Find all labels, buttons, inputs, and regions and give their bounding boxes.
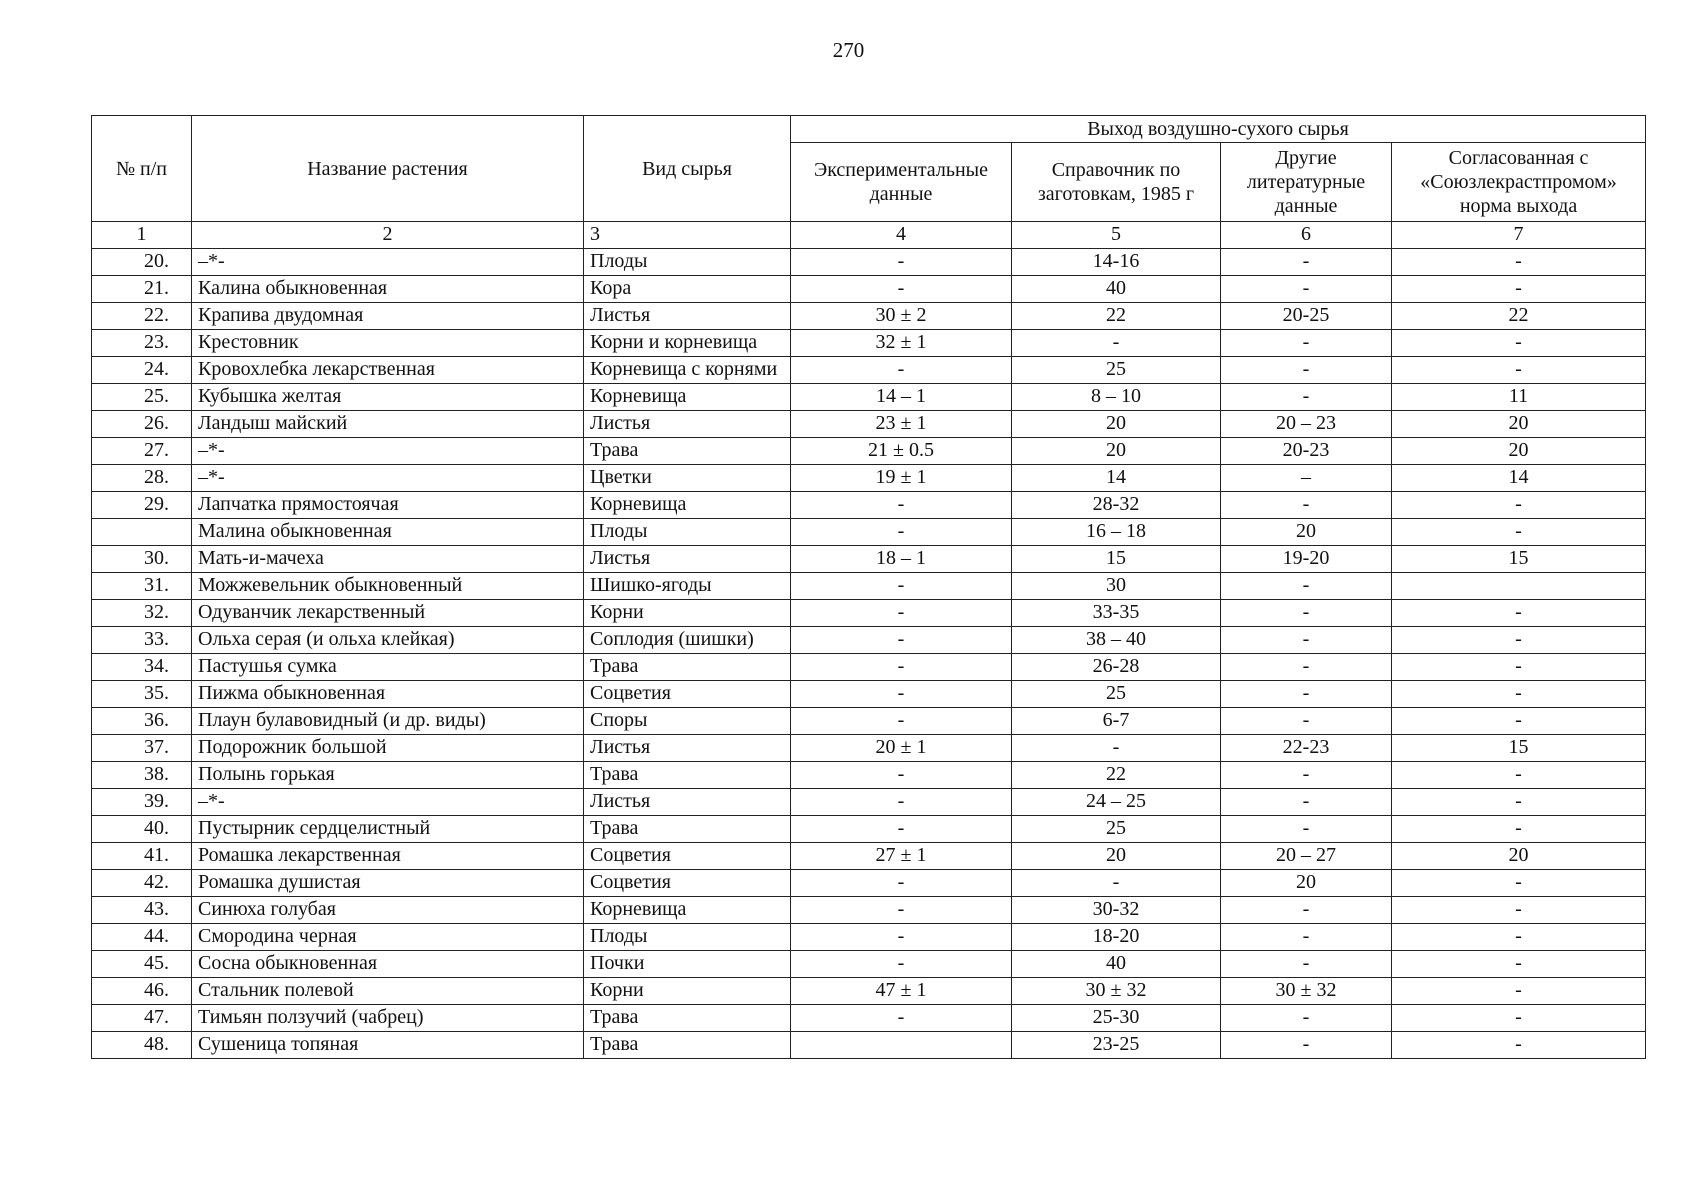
literature-value: 20-25	[1221, 303, 1392, 330]
experimental-value: 18 – 1	[791, 546, 1012, 573]
reference-value: 20	[1012, 843, 1221, 870]
table-row	[92, 573, 1646, 600]
material-kind: Трава	[584, 762, 791, 789]
plant-name: Смородина черная	[192, 924, 584, 951]
experimental-value: -	[791, 573, 1012, 600]
row-number: 24.	[92, 357, 192, 384]
plant-name: Ромашка душистая	[192, 870, 584, 897]
header-number: № п/п	[92, 116, 192, 222]
row-number: 48.	[92, 1032, 192, 1059]
plant-name: Пижма обыкновенная	[192, 681, 584, 708]
experimental-value: -	[791, 627, 1012, 654]
column-number: 1	[92, 222, 192, 249]
experimental-value: -	[791, 681, 1012, 708]
material-kind: Плоды	[584, 249, 791, 276]
material-kind: Корневища	[584, 492, 791, 519]
material-kind: Листья	[584, 411, 791, 438]
plant-name: Калина обыкновенная	[192, 276, 584, 303]
literature-value: -	[1221, 330, 1392, 357]
literature-value: -	[1221, 924, 1392, 951]
reference-value: 33-35	[1012, 600, 1221, 627]
table-row	[92, 654, 1646, 681]
row-number: 38.	[92, 762, 192, 789]
reference-value: -	[1012, 330, 1221, 357]
material-kind: Соцветия	[584, 843, 791, 870]
raw-material-yield-table	[91, 115, 1646, 1059]
literature-value: -	[1221, 600, 1392, 627]
literature-value: -	[1221, 276, 1392, 303]
column-number: 4	[791, 222, 1012, 249]
row-number: 35.	[92, 681, 192, 708]
literature-value: 30 ± 32	[1221, 978, 1392, 1005]
plant-name: –*-	[192, 249, 584, 276]
material-kind: Корни	[584, 600, 791, 627]
plant-name: Кубышка желтая	[192, 384, 584, 411]
plant-name: Крапива двудомная	[192, 303, 584, 330]
reference-value: 20	[1012, 411, 1221, 438]
row-number: 46.	[92, 978, 192, 1005]
norm-value: -	[1392, 951, 1646, 978]
plant-name: Плаун булавовидный (и др. виды)	[192, 708, 584, 735]
reference-value: 30	[1012, 573, 1221, 600]
norm-value: 11	[1392, 384, 1646, 411]
header-plant-name: Название растения	[192, 116, 584, 222]
plant-name: Лапчатка прямостоячая	[192, 492, 584, 519]
norm-value: -	[1392, 330, 1646, 357]
table-row	[92, 951, 1646, 978]
literature-value: -	[1221, 762, 1392, 789]
plant-name: Сушеница топяная	[192, 1032, 584, 1059]
table-row	[92, 978, 1646, 1005]
literature-value: -	[1221, 249, 1392, 276]
plant-name: Ландыш майский	[192, 411, 584, 438]
material-kind: Корни и корневища	[584, 330, 791, 357]
norm-value: -	[1392, 708, 1646, 735]
table-row	[92, 708, 1646, 735]
material-kind: Трава	[584, 1005, 791, 1032]
reference-value: 16 – 18	[1012, 519, 1221, 546]
material-kind: Кора	[584, 276, 791, 303]
norm-value: -	[1392, 654, 1646, 681]
norm-value: -	[1392, 924, 1646, 951]
header-agreed-norm: Согласованная с «Союзлекрастпромом» норма выхода	[1392, 143, 1646, 222]
literature-value: -	[1221, 627, 1392, 654]
row-number: 37.	[92, 735, 192, 762]
experimental-value: -	[791, 897, 1012, 924]
reference-value: 15	[1012, 546, 1221, 573]
column-number: 2	[192, 222, 584, 249]
norm-value: 22	[1392, 303, 1646, 330]
row-number: 22.	[92, 303, 192, 330]
literature-value: -	[1221, 897, 1392, 924]
literature-value: -	[1221, 1032, 1392, 1059]
header-material-kind: Вид сырья	[584, 116, 791, 222]
plant-name: Кровохлебка лекарственная	[192, 357, 584, 384]
experimental-value: 23 ± 1	[791, 411, 1012, 438]
material-kind: Листья	[584, 789, 791, 816]
literature-value: -	[1221, 816, 1392, 843]
reference-value: 38 – 40	[1012, 627, 1221, 654]
experimental-value: -	[791, 762, 1012, 789]
norm-value: 20	[1392, 438, 1646, 465]
literature-value: 20 – 23	[1221, 411, 1392, 438]
plant-name: Малина обыкновенная	[192, 519, 584, 546]
norm-value: 15	[1392, 546, 1646, 573]
plant-name: Пустырник сердцелистный	[192, 816, 584, 843]
experimental-value: -	[791, 708, 1012, 735]
material-kind: Листья	[584, 303, 791, 330]
reference-value: 22	[1012, 762, 1221, 789]
table-row	[92, 843, 1646, 870]
material-kind: Соцветия	[584, 870, 791, 897]
reference-value: -	[1012, 735, 1221, 762]
literature-value: -	[1221, 1005, 1392, 1032]
experimental-value: 14 – 1	[791, 384, 1012, 411]
material-kind: Шишко-ягоды	[584, 573, 791, 600]
plant-name: Ольха серая (и ольха клейкая)	[192, 627, 584, 654]
literature-value: -	[1221, 681, 1392, 708]
literature-value: 20-23	[1221, 438, 1392, 465]
plant-name: Стальник полевой	[192, 978, 584, 1005]
norm-value: -	[1392, 870, 1646, 897]
plant-name: Мать-и-мачеха	[192, 546, 584, 573]
reference-value: 24 – 25	[1012, 789, 1221, 816]
experimental-value: -	[791, 600, 1012, 627]
reference-value: 40	[1012, 276, 1221, 303]
reference-value: 18-20	[1012, 924, 1221, 951]
reference-value: 30-32	[1012, 897, 1221, 924]
row-number: 27.	[92, 438, 192, 465]
material-kind: Листья	[584, 735, 791, 762]
norm-value: -	[1392, 249, 1646, 276]
literature-value: –	[1221, 465, 1392, 492]
material-kind: Соцветия	[584, 681, 791, 708]
row-number: 43.	[92, 897, 192, 924]
literature-value: -	[1221, 789, 1392, 816]
row-number: 47.	[92, 1005, 192, 1032]
material-kind: Трава	[584, 438, 791, 465]
literature-value: 20 – 27	[1221, 843, 1392, 870]
material-kind: Споры	[584, 708, 791, 735]
norm-value: -	[1392, 276, 1646, 303]
norm-value: -	[1392, 1005, 1646, 1032]
norm-value: -	[1392, 681, 1646, 708]
row-number: 31.	[92, 573, 192, 600]
norm-value: -	[1392, 978, 1646, 1005]
column-numbers-row	[92, 222, 1646, 249]
experimental-value: 32 ± 1	[791, 330, 1012, 357]
row-number: 29.	[92, 492, 192, 519]
literature-value: -	[1221, 384, 1392, 411]
experimental-value: -	[791, 789, 1012, 816]
experimental-value: 30 ± 2	[791, 303, 1012, 330]
norm-value: -	[1392, 1032, 1646, 1059]
literature-value: -	[1221, 951, 1392, 978]
plant-name: Сосна обыкновенная	[192, 951, 584, 978]
reference-value: 23-25	[1012, 1032, 1221, 1059]
plant-name: –*-	[192, 789, 584, 816]
experimental-value: -	[791, 816, 1012, 843]
header-reference-1985: Справочник по заготовкам, 1985 г	[1012, 143, 1221, 222]
row-number: 28.	[92, 465, 192, 492]
table-row	[92, 411, 1646, 438]
material-kind: Корни	[584, 978, 791, 1005]
experimental-value: 20 ± 1	[791, 735, 1012, 762]
experimental-value: 47 ± 1	[791, 978, 1012, 1005]
literature-value: 20	[1221, 870, 1392, 897]
reference-value: 20	[1012, 438, 1221, 465]
table-row	[92, 546, 1646, 573]
reference-value: 28-32	[1012, 492, 1221, 519]
table-row	[92, 924, 1646, 951]
experimental-value	[791, 1032, 1012, 1059]
norm-value: 14	[1392, 465, 1646, 492]
plant-name: Крестовник	[192, 330, 584, 357]
material-kind: Плоды	[584, 519, 791, 546]
material-kind: Корневища	[584, 897, 791, 924]
plant-name: Можжевельник обыкновенный	[192, 573, 584, 600]
literature-value: -	[1221, 654, 1392, 681]
norm-value: -	[1392, 519, 1646, 546]
experimental-value: 21 ± 0.5	[791, 438, 1012, 465]
row-number: 34.	[92, 654, 192, 681]
reference-value: -	[1012, 870, 1221, 897]
table-row	[92, 438, 1646, 465]
row-number: 23.	[92, 330, 192, 357]
material-kind: Корневища	[584, 384, 791, 411]
table-row	[92, 1032, 1646, 1059]
reference-value: 25-30	[1012, 1005, 1221, 1032]
table-row	[92, 681, 1646, 708]
experimental-value: 19 ± 1	[791, 465, 1012, 492]
plant-name: Тимьян ползучий (чабрец)	[192, 1005, 584, 1032]
table-row	[92, 627, 1646, 654]
plant-name: –*-	[192, 438, 584, 465]
row-number: 36.	[92, 708, 192, 735]
table-row	[92, 330, 1646, 357]
experimental-value: -	[791, 519, 1012, 546]
reference-value: 30 ± 32	[1012, 978, 1221, 1005]
material-kind: Плоды	[584, 924, 791, 951]
table-row	[92, 276, 1646, 303]
plant-name: Пастушья сумка	[192, 654, 584, 681]
norm-value: 20	[1392, 843, 1646, 870]
reference-value: 14	[1012, 465, 1221, 492]
column-number: 7	[1392, 222, 1646, 249]
plant-name: Ромашка лекарственная	[192, 843, 584, 870]
table-row	[92, 1005, 1646, 1032]
literature-value: -	[1221, 573, 1392, 600]
literature-value: 19-20	[1221, 546, 1392, 573]
plant-name: Синюха голубая	[192, 897, 584, 924]
experimental-value: -	[791, 870, 1012, 897]
literature-value: 22-23	[1221, 735, 1392, 762]
reference-value: 25	[1012, 681, 1221, 708]
row-number	[92, 519, 192, 546]
table-row	[92, 249, 1646, 276]
row-number: 40.	[92, 816, 192, 843]
norm-value	[1392, 573, 1646, 600]
row-number: 20.	[92, 249, 192, 276]
norm-value: -	[1392, 762, 1646, 789]
reference-value: 22	[1012, 303, 1221, 330]
table-row	[92, 762, 1646, 789]
norm-value: -	[1392, 897, 1646, 924]
material-kind: Цветки	[584, 465, 791, 492]
reference-value: 26-28	[1012, 654, 1221, 681]
table-row	[92, 897, 1646, 924]
row-number: 42.	[92, 870, 192, 897]
material-kind: Трава	[584, 816, 791, 843]
experimental-value: -	[791, 492, 1012, 519]
material-kind: Трава	[584, 654, 791, 681]
norm-value: -	[1392, 357, 1646, 384]
table-row	[92, 735, 1646, 762]
reference-value: 6-7	[1012, 708, 1221, 735]
table-row	[92, 357, 1646, 384]
table-row	[92, 600, 1646, 627]
header-experimental: Экспериментальные данные	[791, 143, 1012, 222]
plant-name: Подорожник большой	[192, 735, 584, 762]
row-number: 25.	[92, 384, 192, 411]
experimental-value: -	[791, 249, 1012, 276]
row-number: 45.	[92, 951, 192, 978]
reference-value: 8 – 10	[1012, 384, 1221, 411]
norm-value: 20	[1392, 411, 1646, 438]
table-row	[92, 870, 1646, 897]
norm-value: -	[1392, 789, 1646, 816]
experimental-value: -	[791, 276, 1012, 303]
table-row	[92, 519, 1646, 546]
reference-value: 40	[1012, 951, 1221, 978]
norm-value: -	[1392, 627, 1646, 654]
column-number: 6	[1221, 222, 1392, 249]
row-number: 44.	[92, 924, 192, 951]
table-row	[92, 303, 1646, 330]
table-row	[92, 465, 1646, 492]
reference-value: 25	[1012, 816, 1221, 843]
experimental-value: 27 ± 1	[791, 843, 1012, 870]
material-kind: Трава	[584, 1032, 791, 1059]
experimental-value: -	[791, 1005, 1012, 1032]
reference-value: 14-16	[1012, 249, 1221, 276]
column-number: 3	[584, 222, 791, 249]
experimental-value: -	[791, 357, 1012, 384]
norm-value: -	[1392, 600, 1646, 627]
table-row	[92, 816, 1646, 843]
experimental-value: -	[791, 951, 1012, 978]
reference-value: 25	[1012, 357, 1221, 384]
experimental-value: -	[791, 924, 1012, 951]
row-number: 39.	[92, 789, 192, 816]
material-kind: Корневища с корнями	[584, 357, 791, 384]
row-number: 30.	[92, 546, 192, 573]
plant-name: –*-	[192, 465, 584, 492]
literature-value: -	[1221, 708, 1392, 735]
literature-value: -	[1221, 492, 1392, 519]
norm-value: -	[1392, 816, 1646, 843]
experimental-value: -	[791, 654, 1012, 681]
literature-value: -	[1221, 357, 1392, 384]
header-other-literature: Другие литературные данные	[1221, 143, 1392, 222]
column-number: 5	[1012, 222, 1221, 249]
table-row	[92, 789, 1646, 816]
row-number: 32.	[92, 600, 192, 627]
row-number: 21.	[92, 276, 192, 303]
material-kind: Почки	[584, 951, 791, 978]
row-number: 33.	[92, 627, 192, 654]
plant-name: Полынь горькая	[192, 762, 584, 789]
table-row	[92, 384, 1646, 411]
literature-value: 20	[1221, 519, 1392, 546]
table-row	[92, 492, 1646, 519]
material-kind: Соплодия (шишки)	[584, 627, 791, 654]
plant-name: Одуванчик лекарственный	[192, 600, 584, 627]
material-kind: Листья	[584, 546, 791, 573]
row-number: 26.	[92, 411, 192, 438]
norm-value: 15	[1392, 735, 1646, 762]
page-number: 270	[832, 38, 865, 62]
header-yield-group: Выход воздушно-сухого сырья	[791, 116, 1646, 143]
row-number: 41.	[92, 843, 192, 870]
norm-value: -	[1392, 492, 1646, 519]
